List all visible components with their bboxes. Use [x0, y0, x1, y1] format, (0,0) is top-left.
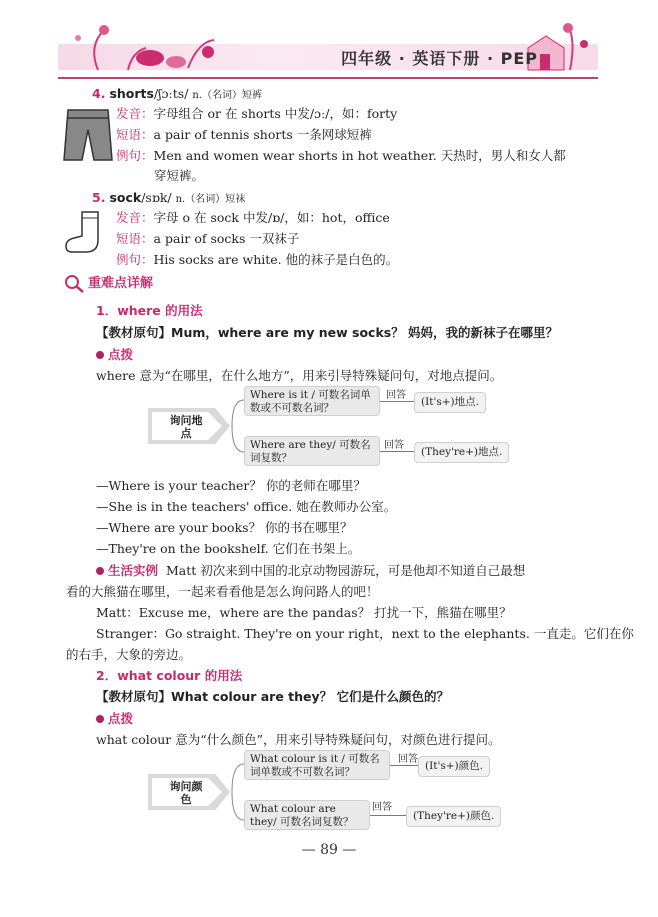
sock-phrase — [116, 231, 299, 247]
label: 发音： — [116, 106, 154, 121]
point1-tip-text: where 意为“在哪里，在什么地方”，用来引导特殊疑问句，对地点提问。 — [96, 368, 503, 383]
sock-example — [116, 252, 398, 268]
entry-shorts-heading — [92, 86, 262, 104]
flower-decoration-icon — [58, 18, 238, 78]
point1-source-sentence: 【教材原句】Mum，where are my new socks？ 妈妈，我的新袜子在哪里？ — [96, 325, 559, 340]
question-box-plural: Where are they/ 可数名词复数？ — [244, 436, 380, 466]
entry-phonetic: /sɒk/ — [141, 190, 172, 205]
answer-word: 回答 — [372, 802, 392, 813]
point2-tip-text: what colour 意为“什么颜色”，用来引导特殊疑问句，对颜色进行提问。 — [96, 732, 501, 747]
text: a pair of tennis shorts 一条网球短裤 — [153, 127, 372, 142]
text: 字母 o 在 sock 中发/ɒ/，如：hot，office — [153, 210, 390, 225]
page-header — [58, 18, 598, 78]
label: 发音： — [116, 210, 154, 225]
label: 点拨 — [108, 711, 134, 726]
question-box-singular: What colour is it / 可数名词单数或不可数名词？ — [244, 750, 390, 780]
answer-word: 回答 — [386, 390, 406, 401]
connector-line — [380, 401, 414, 402]
header-title: 四年级 · 英语下册 · PEP — [341, 49, 538, 68]
answer-box-plural: (They're+)地点. — [414, 442, 509, 463]
dialog-line: —They're on the bookshelf. 它们在书架上。 — [96, 541, 361, 556]
page-number: — 89 — — [301, 842, 357, 858]
connector-line — [390, 765, 418, 766]
question-box-plural: What colour are they/ 可数名词复数？ — [244, 800, 370, 830]
life-dialog-line: Matt：Excuse me，where are the pandas？ 打扰一下，熊猫在哪里？ — [96, 605, 512, 620]
entry-part-of-speech: n.（名词）短袜 — [175, 194, 246, 205]
entry-part-of-speech: n.（名词）短裤 — [192, 90, 263, 101]
connector-line — [380, 451, 414, 452]
sock-pronunciation — [116, 210, 390, 226]
header-divider — [58, 77, 598, 79]
answer-word: 回答 — [384, 440, 404, 451]
text: His socks are white. 他的袜子是白色的。 — [153, 252, 399, 267]
entry-word: sock — [109, 190, 142, 205]
entry-sock-heading — [92, 190, 245, 208]
point2-tip-heading — [96, 711, 133, 727]
dialog-line: —Where is your teacher？ 你的老师在哪里？ — [96, 478, 366, 493]
bullet-icon — [96, 715, 104, 723]
life-dialog-line: Stranger：Go straight. They're on your right，next to the elephants. 一直走。它们在你 — [96, 626, 634, 641]
diagram-label: 询问地点 — [169, 414, 203, 440]
shorts-phrase — [116, 127, 372, 143]
life-example-cont: 看的大熊猫在哪里，一起来看看他是怎么询问路人的吧！ — [66, 584, 379, 599]
answer-box-singular: (It's+)地点. — [414, 392, 486, 413]
answer-word: 回答 — [398, 754, 418, 765]
what-colour-diagram — [148, 750, 518, 834]
point2-source-sentence: 【教材原句】What colour are they？ 它们是什么颜色的？ — [96, 689, 450, 704]
label: 短语： — [116, 127, 154, 142]
entry-word: shorts — [109, 86, 154, 101]
answer-box-plural: (They're+)颜色. — [406, 806, 501, 827]
bullet-icon — [96, 567, 104, 575]
shorts-example-cont: 穿短裤。 — [154, 168, 205, 183]
shorts-icon — [62, 106, 114, 166]
text: 字母组合 or 在 shorts 中发/ɔː/，如：forty — [153, 106, 398, 121]
shorts-pronunciation — [116, 106, 397, 122]
shorts-example — [116, 148, 566, 164]
text: a pair of socks 一双袜子 — [153, 231, 300, 246]
bullet-icon — [96, 351, 104, 359]
label: 例句： — [116, 252, 154, 267]
life-example — [96, 563, 525, 579]
dialog-line: —Where are your books？ 你的书在哪里？ — [96, 520, 353, 535]
label: 点拨 — [108, 347, 134, 362]
answer-box-singular: (It's+)颜色. — [418, 756, 490, 777]
entry-number: 5. — [92, 190, 106, 205]
diagram-label: 询问颜色 — [169, 780, 203, 806]
label: 短语： — [116, 231, 154, 246]
entry-number: 4. — [92, 86, 106, 101]
text: Men and women wear shorts in hot weather. 天热时，男人和女人都 — [153, 148, 566, 163]
label: 例句： — [116, 148, 154, 163]
text: Matt 初次来到中国的北京动物园游玩，可是他却不知道自己最想 — [165, 563, 526, 578]
life-dialog-line-cont: 的右手，大象的旁边。 — [66, 647, 192, 662]
connector-line — [370, 815, 406, 816]
label: 生活实例 — [108, 563, 159, 578]
magnifier-icon — [64, 274, 86, 294]
entry-phonetic: /ʃɔːts/ — [153, 86, 189, 101]
where-question-diagram — [148, 386, 518, 470]
point1-tip-heading — [96, 347, 133, 363]
point2-title: 2．what colour 的用法 — [96, 668, 243, 683]
sock-icon — [64, 208, 110, 258]
dialog-line: —She is in the teachers' office. 她在教师办公室。 — [96, 499, 397, 514]
point1-title: 1．where 的用法 — [96, 303, 203, 318]
question-box-singular: Where is it / 可数名词单数或不可数名词？ — [244, 386, 380, 416]
section-title: 重难点详解 — [88, 276, 154, 291]
